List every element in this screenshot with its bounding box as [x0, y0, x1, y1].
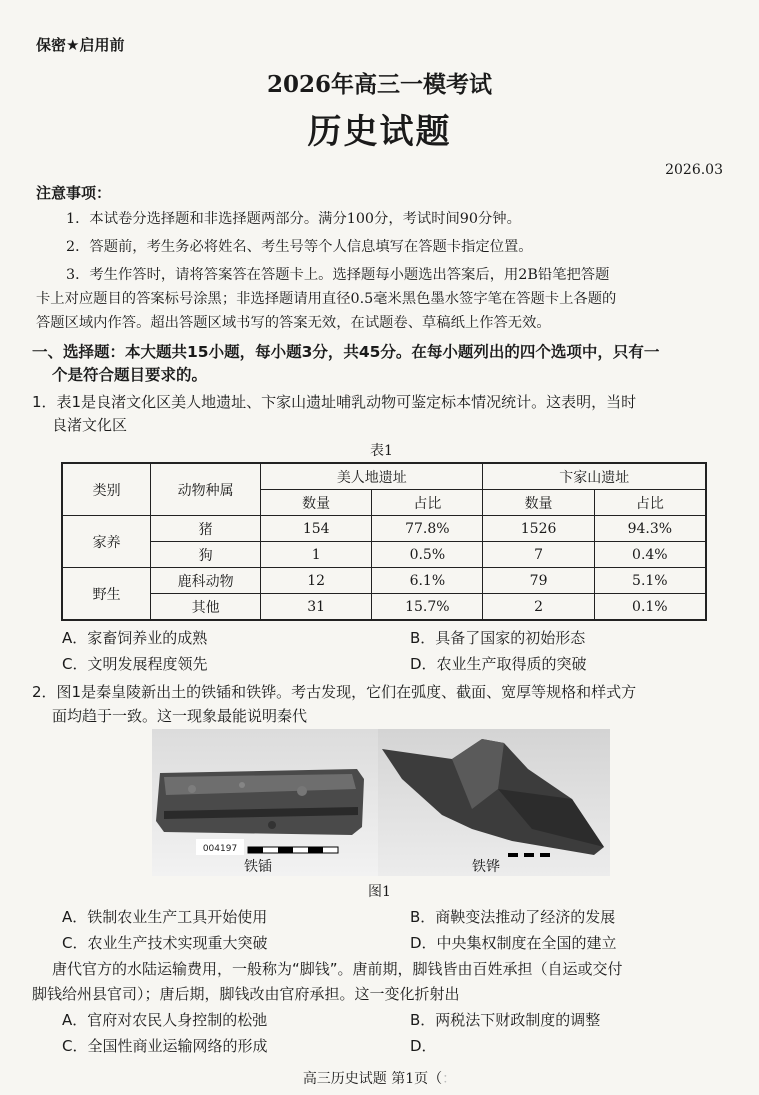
table-group-label: 野生 — [62, 568, 151, 621]
q1-stem-2: 良渚文化区 — [52, 416, 128, 434]
table-header-site2: 卞家山遗址 — [483, 463, 706, 490]
specimen-number: 004197 — [202, 844, 238, 854]
table-cell: 1 — [261, 542, 372, 568]
scale-bar-left — [248, 847, 338, 853]
scale-bar-right — [508, 853, 550, 857]
table-cell: 77.8% — [372, 516, 483, 542]
table-cell-species: 鹿科动物 — [151, 568, 261, 594]
q1-option-b: B．具备了国家的初始形态 — [410, 629, 586, 647]
right-artifact-label: 铁铧 — [472, 859, 500, 875]
exam-title: 2026年高三一模考试 — [266, 71, 492, 98]
table-cell-species: 猪 — [151, 516, 261, 542]
section-1-heading: 一、选择题：本大题共15小题，每小题3分，共45分。在每小题列出的四个选项中，只有一 — [32, 343, 660, 361]
q3-stem-1: 唐代官方的水陆运输费用，一般称为“脚钱”。唐前期，脚钱皆由百姓承担（自运或交付 — [52, 960, 623, 978]
notice-line-5: 答题区域内作答。超出答题区域书写的答案无效，在试题卷、草稿纸上作答无效。 — [36, 315, 551, 331]
table-cell: 0.5% — [372, 542, 483, 568]
table-caption: 表1 — [370, 443, 393, 459]
table-cell: 7 — [483, 542, 594, 568]
notice-line-3: 3．考生作答时，请将答案答在答题卡上。选择题每小题选出答案后，用2B铅笔把答题 — [66, 267, 610, 283]
artifact-photo — [152, 729, 610, 876]
table-cell: 15.7% — [372, 594, 483, 621]
table-cell: 2 — [483, 594, 594, 621]
q2-option-d: D．中央集权制度在全国的建立 — [410, 934, 617, 952]
table-cell: 5.1% — [594, 568, 706, 594]
footer-tail: ： — [442, 1071, 457, 1087]
table-row — [62, 542, 706, 568]
notice-title: 注意事项： — [36, 184, 112, 202]
table-cell: 31 — [261, 594, 372, 621]
table-header-category: 类别 — [62, 463, 151, 516]
table-header-ratio: 占比 — [594, 490, 706, 516]
table-cell: 154 — [261, 516, 372, 542]
q3-option-b: B．两税法下财政制度的调整 — [410, 1011, 601, 1029]
left-artifact-label: 铁锸 — [244, 859, 272, 875]
q3-option-c: C．全国性商业运输网络的形成 — [62, 1037, 268, 1055]
table-cell: 12 — [261, 568, 372, 594]
table-cell: 0.4% — [594, 542, 706, 568]
table-header-species: 动物种属 — [151, 463, 261, 516]
table-cell: 94.3% — [594, 516, 706, 542]
q3-option-a: A．官府对农民人身控制的松弛 — [62, 1011, 268, 1029]
table-header-row-1 — [62, 463, 706, 490]
q2-stem-2: 面均趋于一致。这一现象最能说明秦代 — [52, 707, 308, 725]
q3-stem-2: 脚钱给州县官司）；唐后期，脚钱改由官府承担。这一变化折射出 — [32, 985, 460, 1003]
artifact-illustration — [152, 729, 610, 876]
q3-option-d: D． — [410, 1037, 437, 1055]
q1-option-d: D．农业生产取得质的突破 — [410, 655, 587, 673]
table-cell: 6.1% — [372, 568, 483, 594]
table-cell-species: 狗 — [151, 542, 261, 568]
table-row — [62, 516, 706, 542]
q1-option-c: C．文明发展程度领先 — [62, 655, 208, 673]
iron-spade-shape — [156, 769, 364, 835]
table-row — [62, 568, 706, 594]
footer-text: 高三历史试题 第1页（ — [302, 1071, 443, 1087]
page-footer — [0, 1068, 759, 1088]
table-cell: 0.1% — [594, 594, 706, 621]
q1-stem-1: 1．表1是良渚文化区美人地遗址、卞家山遗址哺乳动物可鉴定标本情况统计。这表明，当时 — [32, 393, 637, 411]
table-row — [62, 594, 706, 621]
table-header-count: 数量 — [483, 490, 594, 516]
q2-option-b: B．商鞅变法推动了经济的发展 — [410, 908, 616, 926]
notice-line-4: 卡上对应题目的答案标号涂黑；非选择题请用直径0.5毫米黑色墨水签字笔在答题卡上各题的 — [36, 291, 617, 307]
data-table — [61, 462, 707, 621]
q2-option-c: C．农业生产技术实现重大突破 — [62, 934, 268, 952]
table-group-label: 家养 — [62, 516, 151, 568]
table-header-site1: 美人地遗址 — [261, 463, 483, 490]
q1-option-a: A．家畜饲养业的成熟 — [62, 629, 208, 647]
exam-date: 2026.03 — [665, 162, 723, 178]
notice-line-1: 1．本试卷分选择题和非选择题两部分。满分100分，考试时间90分钟。 — [66, 211, 521, 227]
figure-caption: 图1 — [368, 884, 391, 900]
section-1-heading-cont: 个是符合题目要求的。 — [52, 366, 208, 384]
notice-line-2: 2．答题前，考生务必将姓名、考生号等个人信息填写在答题卡指定位置。 — [66, 239, 533, 255]
table-header-ratio: 占比 — [372, 490, 483, 516]
table-header-count: 数量 — [261, 490, 372, 516]
table-cell: 1526 — [483, 516, 594, 542]
q2-option-a: A．铁制农业生产工具开始使用 — [62, 908, 268, 926]
table-cell: 79 — [483, 568, 594, 594]
table-cell-species: 其他 — [151, 594, 261, 621]
secret-mark: 保密★启用前 — [36, 36, 125, 54]
subject-title: 历史试题 — [307, 112, 452, 152]
q2-stem-1: 2．图1是秦皇陵新出土的铁锸和铁铧。考古发现，它们在弧度、截面、宽厚等规格和样式方 — [32, 683, 637, 701]
